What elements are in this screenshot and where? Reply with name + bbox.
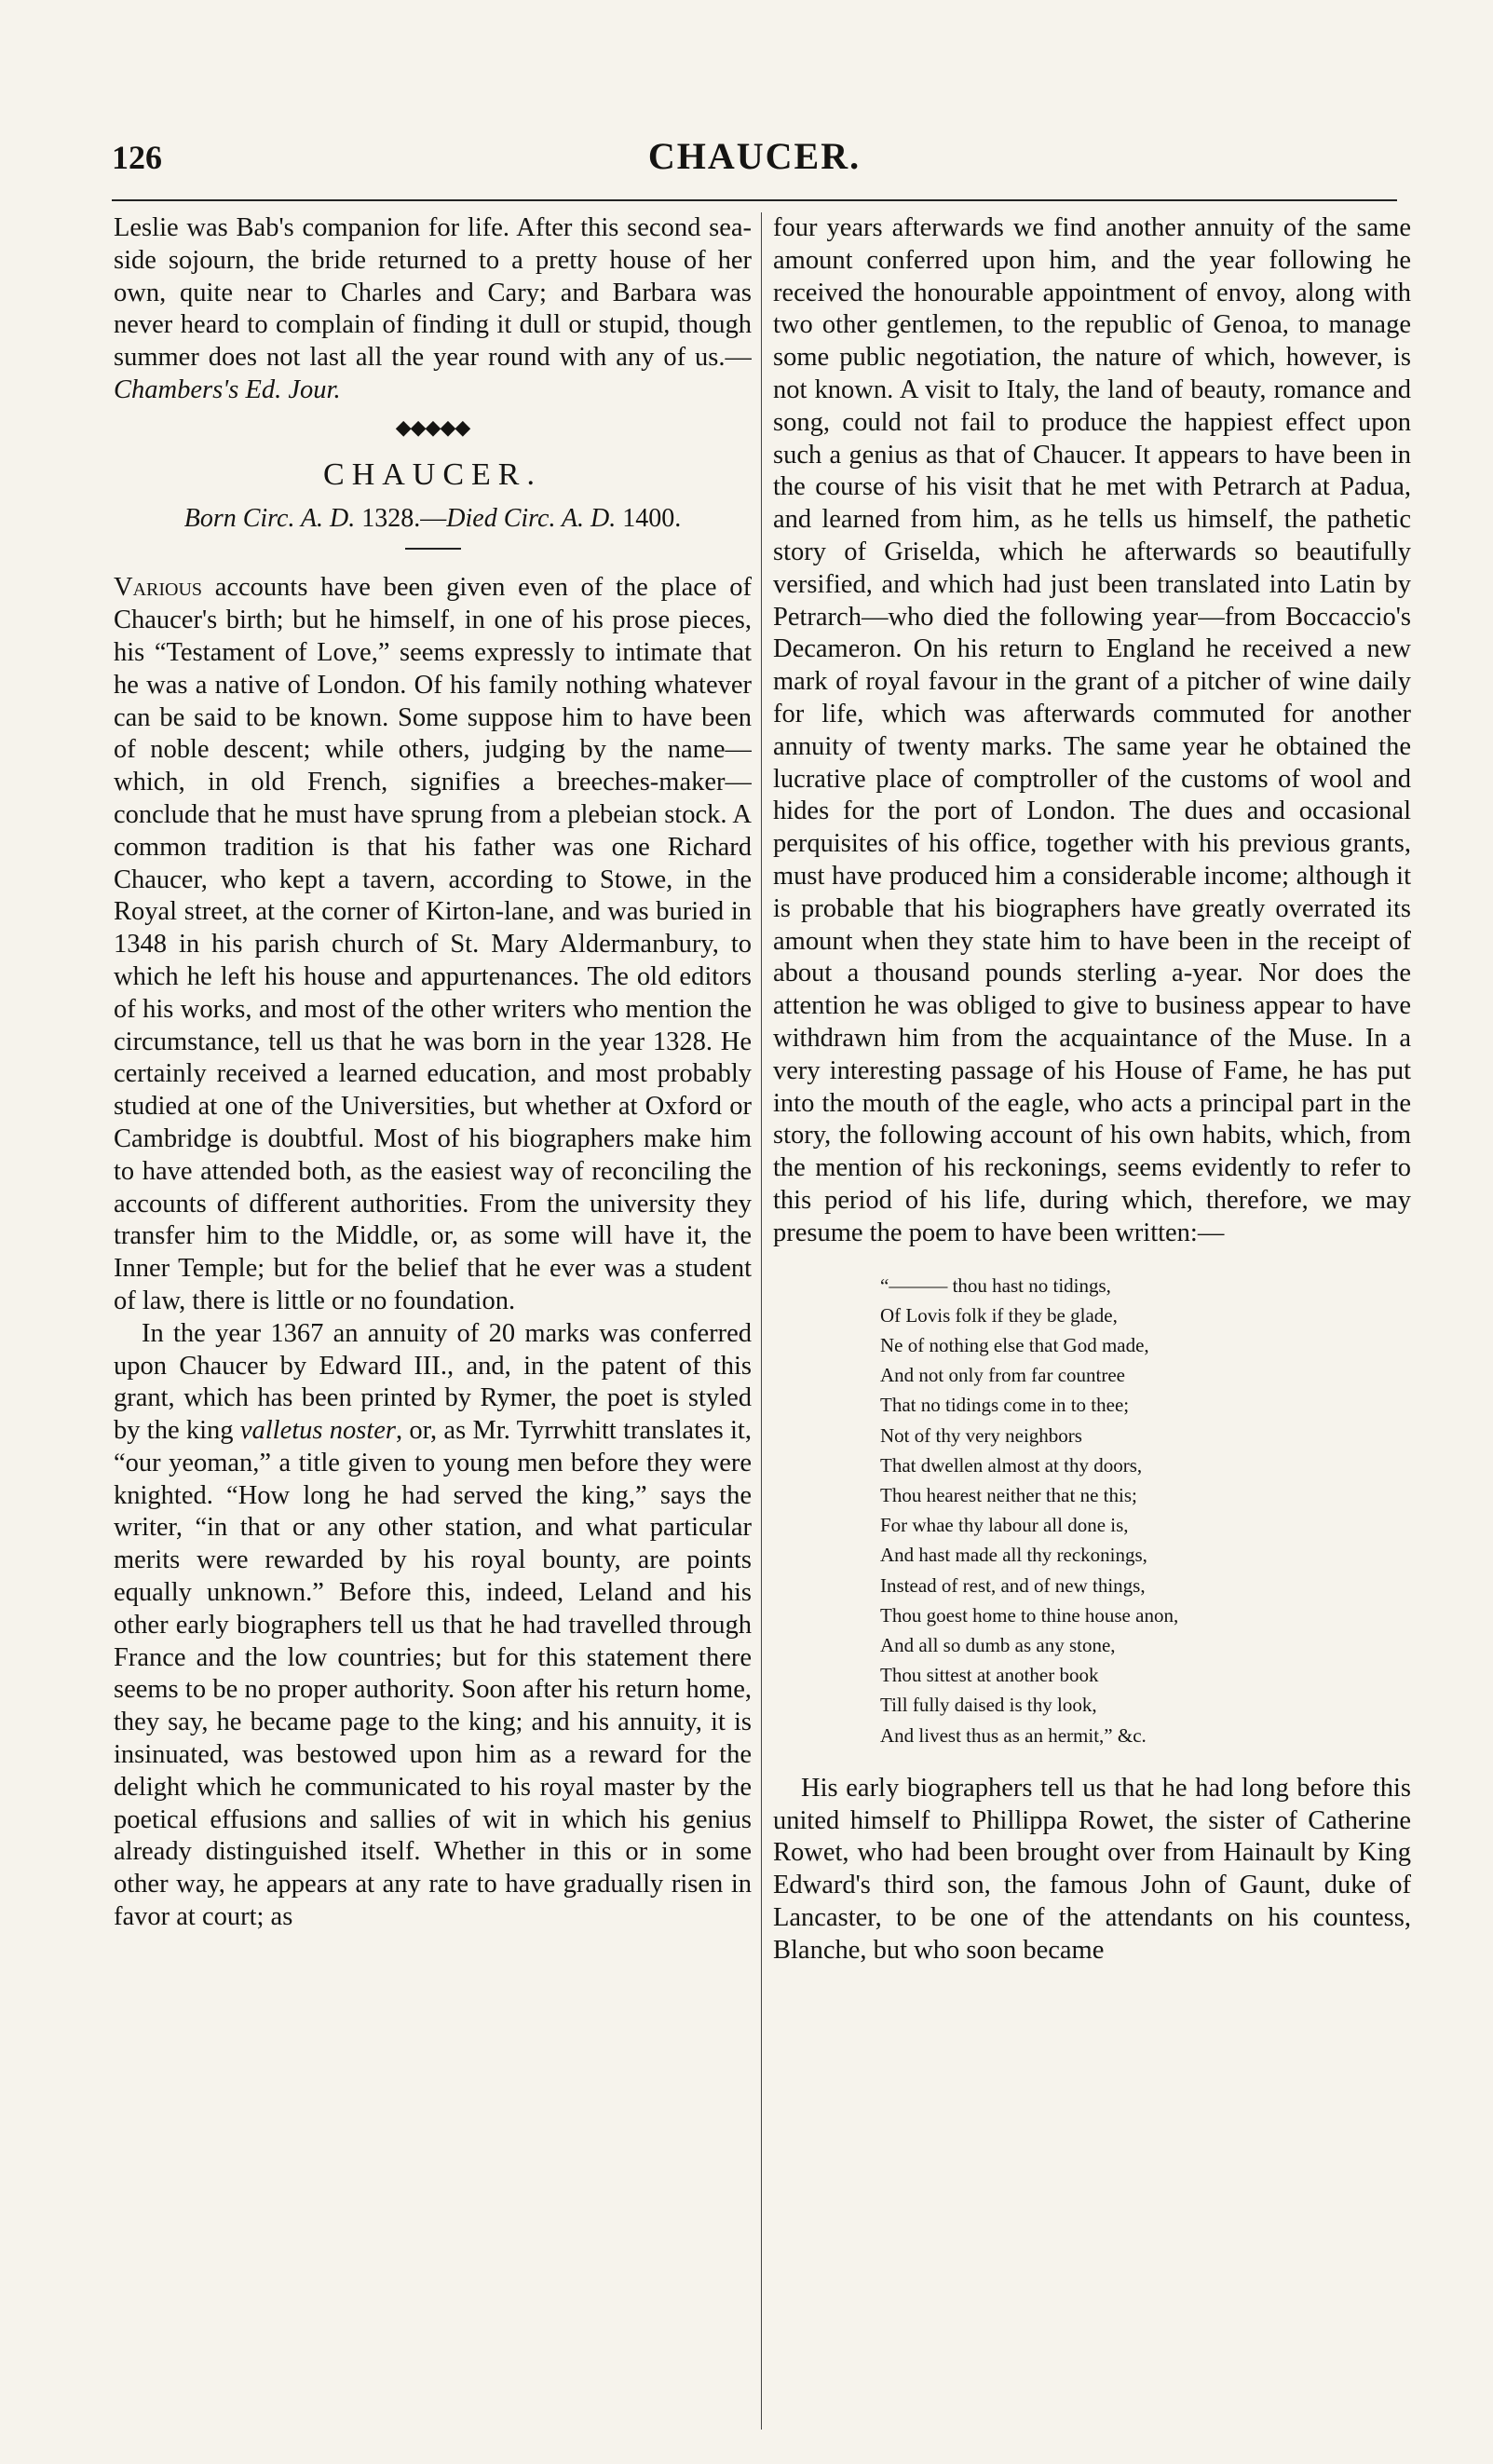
verse-line: And livest thus as an hermit,” &c.: [880, 1723, 1147, 1747]
right-column: [773, 212, 1411, 2427]
paragraph-marriage: His early biographers tell us that he had long before this united himself to Phillippa Rowet, the sister of Catherine Rowet, who had been brought over from Hainault by King Edward's third son, the famous John of Gaunt, duke of Lancaster, to be one of the attendants on his countess, Blanche, but who soon became: [773, 1773, 1411, 1965]
verse-line: Thou sittest at another book: [880, 1664, 1099, 1687]
died-label: Died Circ. A. D.: [446, 503, 617, 533]
life-dates: [114, 503, 752, 536]
verse-line: That no tidings come in to thee;: [880, 1394, 1130, 1417]
source-attribution: Chambers's Ed. Jour.: [114, 374, 341, 404]
verse-line: Instead of rest, and of new things,: [880, 1573, 1146, 1597]
born-label: Born Circ. A. D.: [183, 503, 356, 533]
paragraph-annuity-text-b: , or, as Mr. Tyrrwhitt translates it, “our yeoman,” a title given to young men before they were knighted. “How long he had served the king,” says the writer, “in that or any other station, and what particular merits were rewarded by his royal bounty, are points equally unknown.” Before this, indeed, Leland and his other early biographers tell us that he had travelled through France and the low countries; but for this statement there seems to be no proper authority. Soon after his return home, they say, he became page to the king; and his annuity, it is insinuated, was bestowed upon him as a reward for the delight which he communicated to his royal master by the poetical effusions and sallies of wit in which his genius already distinguished itself. Whether in this or in some other way, he appears at any rate to have gradually risen in favor at court; as: [114, 1416, 752, 1932]
header-rule: [112, 199, 1397, 201]
died-year: 1400.: [622, 503, 682, 533]
verse-line: Till fully daised is thy look,: [880, 1694, 1097, 1717]
verse-line: Thou hearest neither that ne this;: [880, 1483, 1137, 1506]
page-number: 126: [112, 139, 162, 176]
verse-quotation: [880, 1271, 1411, 1750]
paragraph-annuity: [114, 1318, 752, 1934]
verse-line: “——— thou hast no tidings,: [880, 1273, 1111, 1297]
column-divider: [761, 212, 762, 2430]
opening-word: Various: [114, 573, 203, 603]
verse-line: Of Lovis folk if they be glade,: [880, 1303, 1118, 1327]
left-column: [114, 212, 752, 2427]
verse-line: Not of thy very neighbors: [880, 1423, 1082, 1447]
article-title: CHAUCER.: [323, 456, 542, 492]
verse-line: Thou goest home to thine house anon,: [880, 1603, 1179, 1627]
verse-line: And all so dumb as any stone,: [880, 1633, 1116, 1656]
continuation-text: Leslie was Bab's companion for life. After this second sea-side sojourn, the bride returned to a pretty house of her own, quite near to Charles and Cary; and Barbara was never heard to complain of finding it dull or stupid, though summer does not last all the year round with any of us.—: [114, 213, 752, 373]
page-header: [112, 130, 1397, 186]
latin-phrase: valletus noster: [239, 1416, 397, 1446]
paragraph-italy: four years afterwards we find another annuity of the same amount conferred upon him, and the year following he received the honourable appointment of envoy, along with two other gentlemen, to the republic of Genoa, to manage some public negotiation, the nature of which, however, is not known. A visit to Italy, the land of beauty, romance and song, could not fail to produce the happiest effect upon such a genius as that of Chaucer. It appears to have been in the course of his visit that he met with Petrarch at Padua, and learned from him, as he tells us himself, the pathetic story of Griselda, which he afterwards so beautifully versified, and which had just been translated into Latin by Petrarch—who died the following year—from Boccaccio's Decameron. On his return to England he received a new mark of royal favour in the grant of a pitcher of wine daily for life, which was afterwards commuted for another annuity of twenty marks. The same year he obtained the lucrative place of comptroller of the customs of wool and hides for the port of London. The dues and occasional perquisites of his office, together with his previous grants, must have produced him a considerable income; although it is probable that his biographers have greatly overrated its amount when they state him to have been in the receipt of about a thousand pounds sterling a-year. Nor does the attention he was obliged to give to business appear to have withdrawn him from the acquaintance of the Muse. In a very interesting passage of his House of Fame, he has put into the mouth of the eagle, who acts a principal part in the story, the following account of his own habits, which, from the mention of his reckonings, seems evidently to refer to this period of his life, during which, therefore, we may presume the poem to have been written:—: [773, 213, 1411, 1247]
previous-article-continuation: [114, 212, 752, 407]
running-title: CHAUCER.: [647, 135, 862, 177]
short-rule: [405, 548, 461, 550]
section-ornament: ◆◆◆◆◆: [395, 415, 470, 439]
verse-line: And not only from far countree: [880, 1364, 1126, 1387]
verse-line: For whae thy labour all done is,: [880, 1514, 1129, 1537]
verse-line: That dwellen almost at thy doors,: [880, 1453, 1143, 1477]
born-year: 1328.—: [361, 503, 447, 533]
verse-line: Ne of nothing else that God made,: [880, 1333, 1149, 1356]
paragraph-birth-text: accounts have been given even of the place of Chaucer's birth; but he himself, in one of his prose pieces, his “Testament of Love,” seems expressly to intimate that he was a native of London. Of his family nothing whatever can be said to be known. Some suppose him to have been of noble descent; while others, judging by the name—which, in old French, signifies a breeches-maker—conclude that he must have sprung from a plebeian stock. A common tradition is that his father was one Richard Chaucer, who kept a tavern, according to Stowe, in the Royal street, at the corner of Kirton-lane, and was buried in 1348 in his parish church of St. Mary Aldermanbury, to which he left his house and appurtenances. The old editors of his works, and most of the other writers who mention the circumstance, tell us that he was born in the year 1328. He certainly received a learned education, and most probably studied at one of the Universities, but whether at Oxford or Cambridge is doubtful. Most of his biographers make him to have attended both, as the easiest way of reconciling the accounts of different authorities. From the university they transfer him to the Middle, or, as some will have it, the Inner Temple; but for the belief that he ever was a student of law, there is little or no foundation.: [114, 573, 752, 1315]
verse-line: And hast made all thy reckonings,: [880, 1544, 1147, 1567]
paragraph-annuity-text-a: In the year 1367 an annuity of 20 marks was conferred upon Chaucer by Edward III., and, in the patent of this grant, which has been printed by Rymer, the poet is styled by the king: [114, 1318, 752, 1446]
paragraph-birth: [114, 572, 752, 1317]
